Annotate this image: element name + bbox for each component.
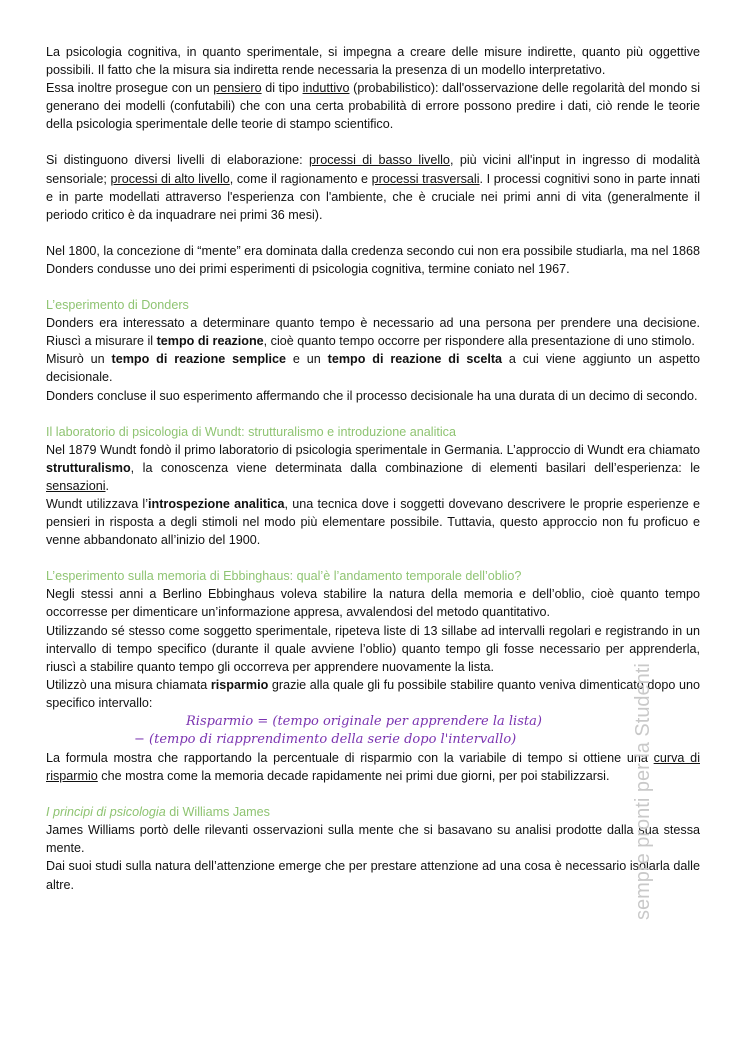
donders-paragraph-3: Donders concluse il suo esperimento affermando che il processo decisionale ha una durata di un decimo di secondo. [46,388,698,403]
term-curva-risparmio: curva di risparmio [46,751,700,784]
term-alto-livello: processi di alto livello [110,171,230,186]
history-paragraph [46,242,700,278]
spacer [46,549,700,567]
ebbinghaus-paragraph-2: Utilizzando sé stesso come soggetto sperimentale, ripeteva liste di 13 sillabe ad intervalli regolari e registrando in un intervallo di tempo specifico (durante il quale avviene l’oblio) quanto tempo gli fosse necessario per apprenderla, riuscì a stabilire quanto tempo gli occorreva per apprendere nuovamente la lista. [46,623,700,674]
intro-paragraph [46,43,700,79]
spacer [46,133,700,151]
term-strutturalismo: strutturalismo [46,460,131,475]
donders-paragraph-2 [46,350,700,386]
text-run: e un [286,352,328,367]
term-reazione-scelta: tempo di reazione di scelta [327,352,503,367]
intro-text: La psicologia cognitiva, in quanto sperimentale, si impegna a creare delle misure indirette, quanto più oggettive possibili. Il fatto che la misura sia indiretta rende necessaria la presenza di un modello interpretativo. [46,45,700,78]
text-run: , più vicini all'input in ingresso di modalità sensoriale; [46,153,700,186]
term-pensiero: pensiero [213,81,262,96]
text-run: a cui viene aggiunto un aspetto decisionale. [46,352,701,385]
text-run: , cioè quanto tempo occorre per rispondere alla presentazione di uno stimolo. [263,334,695,349]
wundt-paragraph-1 [46,441,700,495]
watermark [632,540,652,920]
james-paragraph-2: Dai suoi studi sulla natura dell’attenzione emerge che per prestare attenzione ad una cosa è necessario isolarla dalle altre. [46,859,700,892]
text-run: . I processi cognitivi sono in parte innati e in parte modellati attraverso l'esperienza con l'ambiente, che è cruciale nei primi anni di vita (generalmente il periodo critico è da inquadrare nei primi 36 mesi). [46,171,700,222]
text-run: . [105,478,110,493]
term-risparmio: risparmio [210,677,269,692]
text-run: Misurò un [46,352,112,367]
text-run: grazie alla quale gli fu possibile stabilire quanto veniva dimenticato dopo uno specifico intervallo: [46,677,701,710]
spacer [46,224,700,242]
ebbinghaus-paragraph-4 [46,749,700,785]
ebbinghaus-heading: L’esperimento sulla memoria di Ebbinghaus: qual’è l’andamento temporale dell’oblio? [46,569,522,584]
wundt-heading: Il laboratorio di psicologia di Wundt: strutturalismo e introduzione analitica [46,424,456,439]
document-page [46,43,700,894]
text-run: La formula mostra che rapportando la percentuale di risparmio con la variabile di tempo si ottiene una [46,751,654,765]
text-run: di tipo [261,81,303,96]
text-run: , una tecnica dove i soggetti dovevano descrivere le proprie esperienze e pensieri in risposta a degli stimoli nel modo più elementare possibile. Tuttavia, questo approccio non fu proficuo e venne abbandonato all’inizio del 1900. [46,496,701,548]
term-tempo-reazione: tempo di reazione [156,334,264,349]
ebbinghaus-paragraph-3 [46,676,700,712]
term-basso-livello: processi di basso livello [309,153,450,168]
formula-line-1: Risparmio = (tempo originale per apprendere la lista) [186,714,542,729]
watermark-text: sempre pronti per la Studenti [632,663,654,920]
james-heading [46,803,700,821]
text-run: , la conoscenza viene determinata dalla combinazione di elementi basilari dell’esperienza: le [130,460,700,475]
text-run: Donders era interessato a determinare quanto tempo è necessario ad una persona per prendere una decisione. Riuscì a misurare il [46,316,700,349]
term-introspezione: introspezione analitica [148,496,285,511]
james-paragraph-1: James Williams portò delle rilevanti osservazioni sulla mente che si basavano su analisi prodotte dalla sua stessa mente. [46,823,700,856]
savings-formula [46,713,700,749]
text-run: che mostra come la memoria decade rapidamente nei primi due giorni, per poi stabilizzarsi. [97,769,610,784]
spacer [46,278,700,296]
donders-heading: L’esperimento di Donders [46,298,189,313]
donders-paragraph-1 [46,314,700,350]
spacer [46,785,700,803]
text-run: Nel 1879 Wundt fondò il primo laboratorio di psicologia sperimentale in Germania. L’approccio di Wundt era chiamato [46,442,700,457]
book-title: I principi di psicologia [46,805,166,820]
wundt-paragraph-2 [46,495,700,549]
text-run: Essa inoltre prosegue con un [46,81,214,96]
formula-line-2: − (tempo di riapprendimento della serie dopo l'intervallo) [134,732,517,747]
ebbinghaus-paragraph-1: Negli stessi anni a Berlino Ebbinghaus voleva stabilire la natura della memoria e dell’oblio, cioè quanto tempo occorresse per dimenticare un’informazione appresa, avvalendosi del metodo quantitativo. [46,587,700,620]
text-run: , come il ragionamento e [229,171,372,186]
text-run: Wundt utilizzava l’ [46,496,149,511]
heading-rest: di Williams James [165,805,270,820]
text-run: Utilizzò una misura chiamata [46,677,211,692]
term-reazione-semplice: tempo di reazione semplice [111,352,287,367]
text-run: (probabilistico): dall'osservazione delle regolarità del mondo si generano dei modelli (confutabili) che con una certa probabilità di errore possono predire i dati, ciò rende le teorie della psicologia sperimentale delle teorie di stampo scientifico. [46,81,701,132]
history-text: Nel 1800, la concezione di “mente” era dominata dalla credenza secondo cui non era possibile studiarla, ma nel 1868 Donders condusse uno dei primi esperimenti di psicologia cognitiva, termine coniato nel 1967. [46,243,700,276]
levels-paragraph [46,151,700,223]
term-trasversali: processi trasversali [371,171,480,186]
term-induttivo: induttivo [302,81,350,96]
spacer [46,405,700,423]
inductive-paragraph [46,79,700,133]
term-sensazioni: sensazioni [46,478,106,493]
text-run: Si distinguono diversi livelli di elaborazione: [46,153,309,168]
